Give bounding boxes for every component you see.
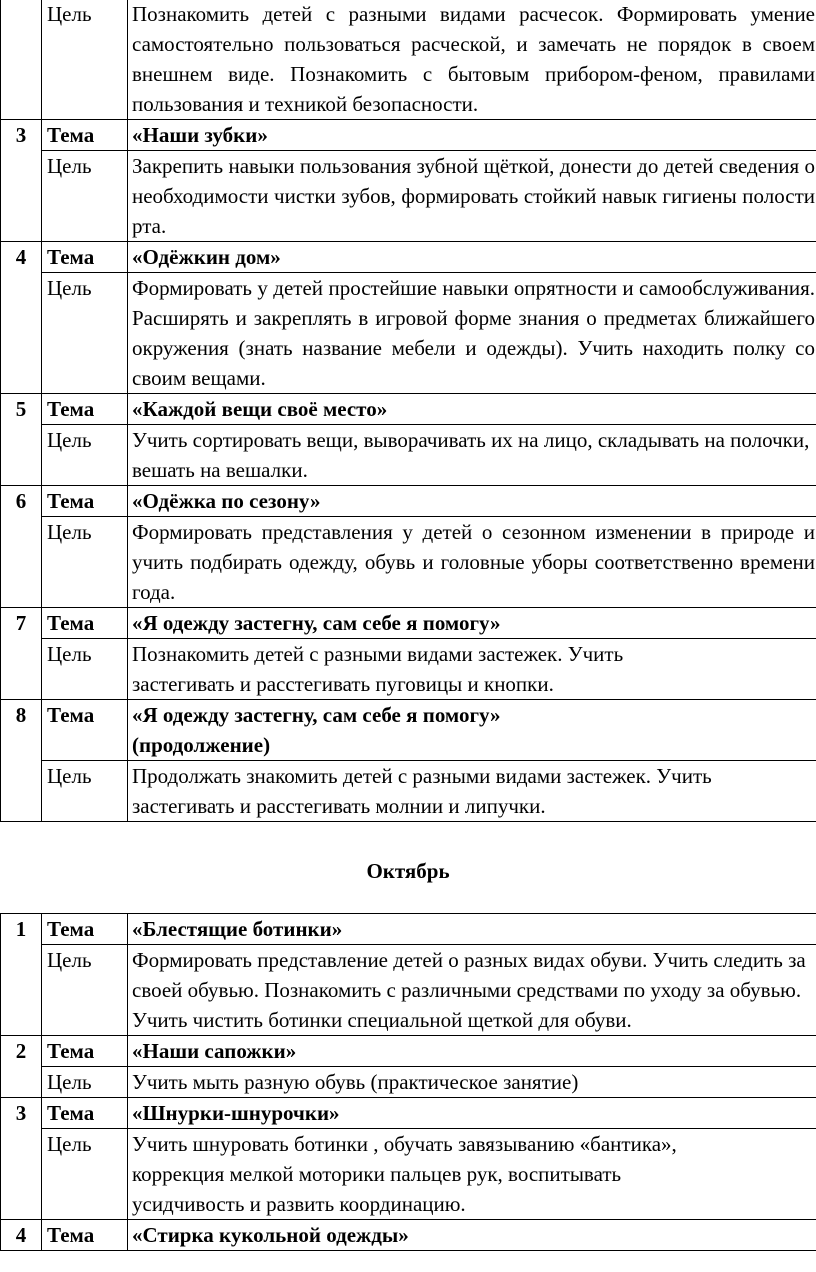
topic-text: «Одёжка по сезону» <box>128 486 816 517</box>
row-number <box>1 0 42 120</box>
topic-label: Тема <box>42 1220 128 1251</box>
topic-text: «Каждой вещи своё место» <box>128 394 816 425</box>
goal-text: Формировать у детей простейшие навыки опрятности и самообслуживания. Расширять и закреплять в игровой форме знания о предметах ближайшего окружения (знать название мебели и одежды). Учить находить полку со своим вещами. <box>128 273 816 394</box>
topic-line: (продолжение) <box>132 733 271 757</box>
topic-label: Тема <box>42 394 128 425</box>
topic-label: Тема <box>42 608 128 639</box>
row-number: 1 <box>1 914 42 1036</box>
goal-label: Цель <box>42 425 128 486</box>
goal-label: Цель <box>42 151 128 242</box>
table-row <box>1 120 816 151</box>
table-row <box>1 914 816 945</box>
table-row <box>1 0 816 120</box>
topic-text: «Наши зубки» <box>128 120 816 151</box>
topic-text: «Я одежду застегну, сам себе я помогу» <box>128 608 816 639</box>
goal-line: Познакомить детей с разными видами застежек. Учить <box>132 642 624 666</box>
row-number: 4 <box>1 1220 42 1251</box>
table-row <box>1 394 816 425</box>
topic-label: Тема <box>42 700 128 761</box>
table-row <box>1 517 816 608</box>
topic-label: Тема <box>42 120 128 151</box>
goal-label: Цель <box>42 517 128 608</box>
topic-line: «Я одежду застегну, сам себе я помогу» <box>132 703 501 727</box>
row-number: 3 <box>1 1098 42 1220</box>
goal-line: Учить шнуровать ботинки , обучать завязыванию «бантика», <box>132 1132 677 1156</box>
goal-text: Познакомить детей с разными видами расчесок. Формировать умение самостоятельно пользоваться расческой, и замечать не порядок в своем внешнем виде. Познакомить с бытовым прибором-феном, правилами пользования и техникой безопасности. <box>128 0 816 120</box>
goal-text: Формировать представления у детей о сезонном изменении в природе и учить подбирать одежду, обувь и головные уборы соответственно времени года. <box>128 517 816 608</box>
table-row <box>1 1036 816 1067</box>
topic-text: «Шнурки-шнурочки» <box>128 1098 816 1129</box>
topic-label: Тема <box>42 914 128 945</box>
goal-text: Закрепить навыки пользования зубной щёткой, донести до детей сведения о необходимости чистки зубов, формировать стойкий навык гигиены полости рта. <box>128 151 816 242</box>
month-heading: Октябрь <box>366 859 450 883</box>
topic-label: Тема <box>42 1098 128 1129</box>
row-number: 2 <box>1 1036 42 1098</box>
table-row <box>1 700 816 761</box>
row-number: 7 <box>1 608 42 700</box>
topic-text: «Наши сапожки» <box>128 1036 816 1067</box>
goal-label: Цель <box>42 0 128 120</box>
topic-text: «Блестящие ботинки» <box>128 914 816 945</box>
goal-text: Учить сортировать вещи, выворачивать их на лицо, складывать на полочки, вешать на вешалки. <box>128 425 816 486</box>
table-row <box>1 486 816 517</box>
goal-label: Цель <box>42 273 128 394</box>
goal-label: Цель <box>42 639 128 700</box>
row-number: 8 <box>1 700 42 822</box>
topic-text: «Одёжкин дом» <box>128 242 816 273</box>
topic-label: Тема <box>42 242 128 273</box>
table-row <box>1 1129 816 1220</box>
goal-line: усидчивость и развить координацию. <box>132 1192 466 1216</box>
goal-text <box>128 1129 816 1220</box>
table-row <box>1 639 816 700</box>
goal-label: Цель <box>42 945 128 1036</box>
goal-text <box>128 639 816 700</box>
goal-label: Цель <box>42 1129 128 1220</box>
topic-text <box>128 700 816 761</box>
table-row <box>1 1067 816 1098</box>
topic-text: «Стирка кукольной одежды» <box>128 1220 816 1251</box>
table-row <box>1 425 816 486</box>
table-row <box>1 273 816 394</box>
plan-table-october <box>0 913 816 1251</box>
table-row <box>1 945 816 1036</box>
goal-text: Учить мыть разную обувь (практическое занятие) <box>128 1067 816 1098</box>
table-row <box>1 151 816 242</box>
goal-label: Цель <box>42 761 128 822</box>
table-row <box>1 1098 816 1129</box>
goal-line: застегивать и расстегивать пуговицы и кнопки. <box>132 672 554 696</box>
row-number: 5 <box>1 394 42 486</box>
goal-label: Цель <box>42 1067 128 1098</box>
table-row <box>1 242 816 273</box>
row-number: 3 <box>1 120 42 242</box>
table-row <box>1 1220 816 1251</box>
goal-text: Продолжать знакомить детей с разными видами застежек. Учить застегивать и расстегивать молнии и липучки. <box>128 761 816 822</box>
goal-text: Формировать представление детей о разных видах обуви. Учить следить за своей обувью. Познакомить с различными средствами по уходу за обувью. Учить чистить ботинки специальной щеткой для обуви. <box>128 945 816 1036</box>
table-row <box>1 761 816 822</box>
topic-label: Тема <box>42 486 128 517</box>
topic-label: Тема <box>42 1036 128 1067</box>
goal-line: коррекция мелкой моторики пальцев рук, воспитывать <box>132 1162 622 1186</box>
row-number: 4 <box>1 242 42 394</box>
row-number: 6 <box>1 486 42 608</box>
table-row <box>1 608 816 639</box>
